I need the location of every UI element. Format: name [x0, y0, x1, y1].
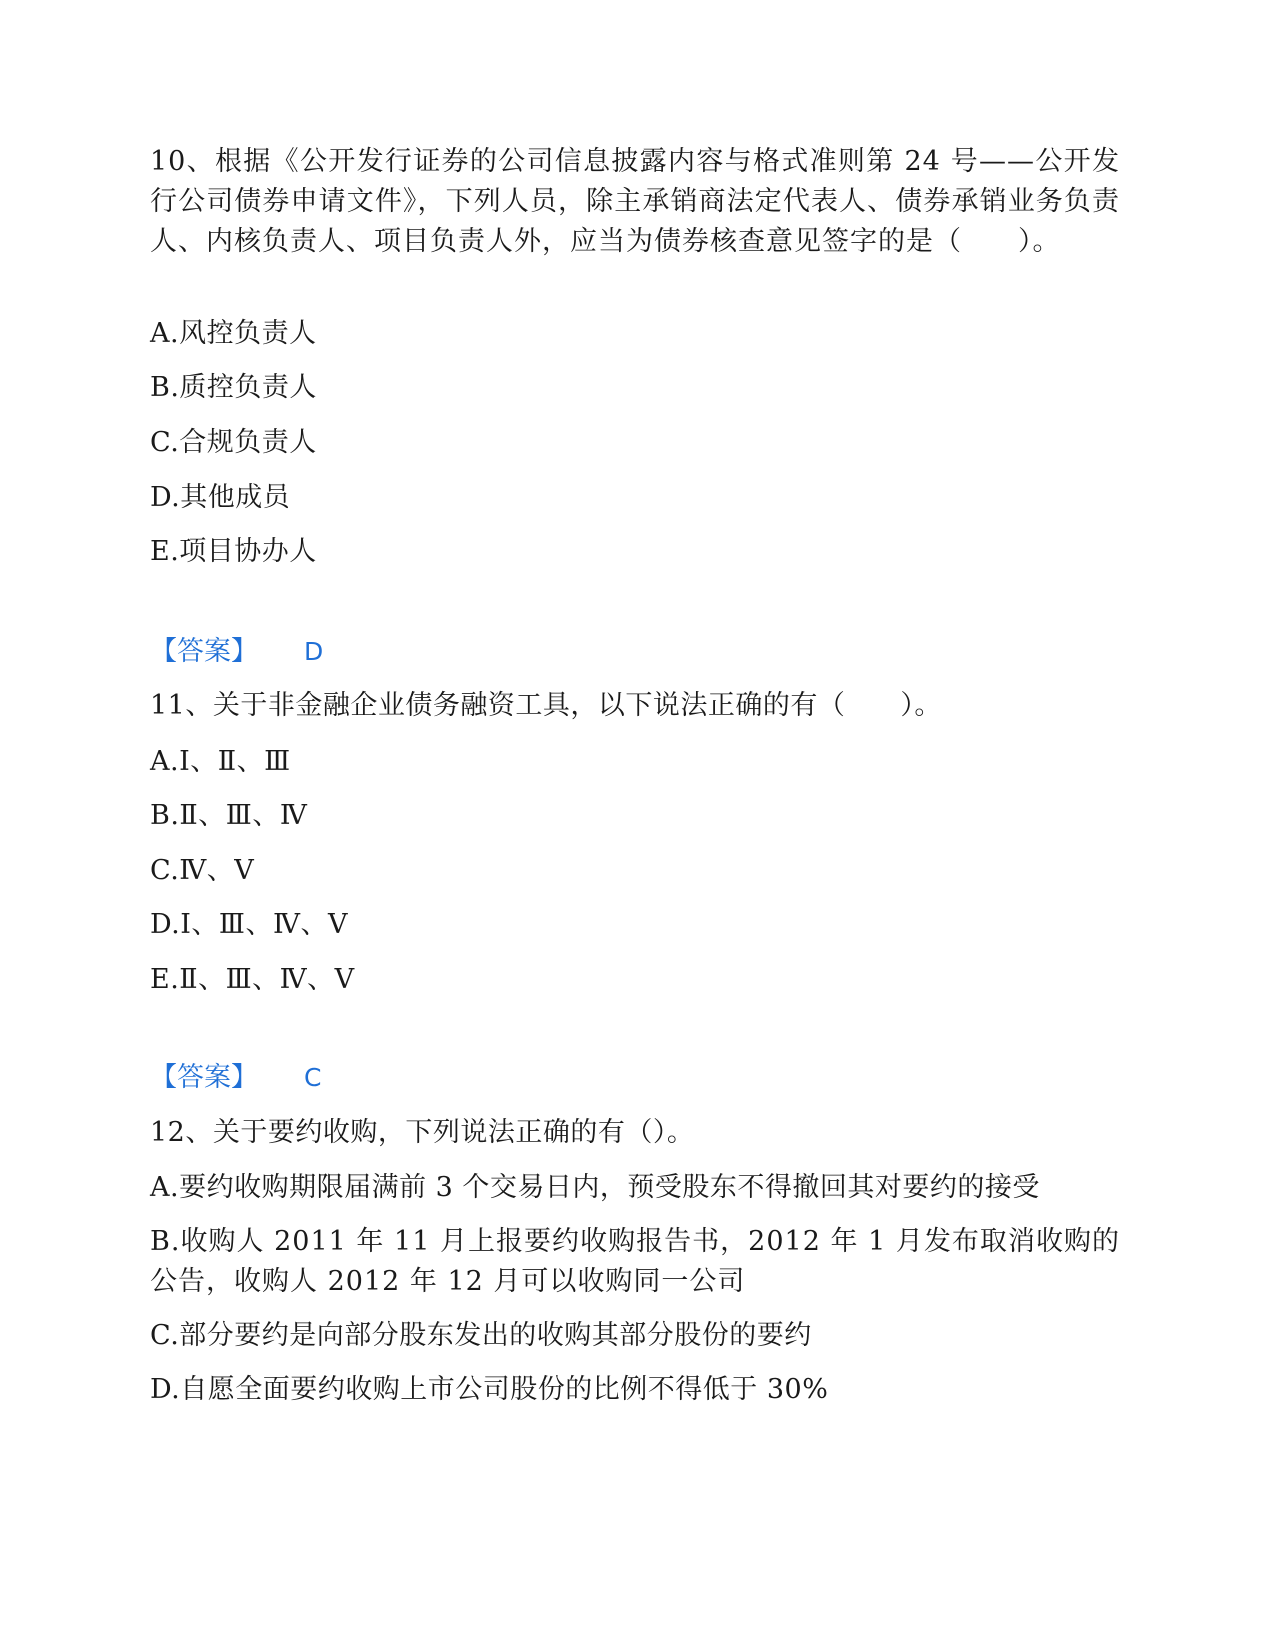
answer-label: 【答案】 — [150, 1062, 258, 1093]
question-12-stem: 12、关于要约收购，下列说法正确的有（）。 — [150, 1117, 695, 1148]
question-11-option-b: B.Ⅱ、Ⅲ、Ⅳ — [150, 800, 308, 831]
question-11-option-e: E.Ⅱ、Ⅲ、Ⅳ、Ⅴ — [150, 964, 355, 995]
answer-value: D — [304, 637, 324, 666]
question-12-option-d: D.自愿全面要约收购上市公司股份的比例不得低于 30% — [150, 1374, 829, 1405]
question-10-option-d: D.其他成员 — [150, 482, 291, 513]
question-11-answer — [150, 1059, 321, 1096]
question-10-option-c: C.合规负责人 — [150, 427, 317, 458]
question-12-option-c: C.部分要约是向部分股东发出的收购其部分股份的要约 — [150, 1320, 812, 1351]
answer-label: 【答案】 — [150, 636, 258, 667]
question-12-option-b: B.收购人 2011 年 11 月上报要约收购报告书，2012 年 1 月发布取消收购的公告，收购人 2012 年 12 月可以收购同一公司 — [150, 1226, 1120, 1297]
question-11-option-d: D.Ⅰ、Ⅲ、Ⅳ、Ⅴ — [150, 909, 348, 940]
question-10-option-e: E.项目协办人 — [150, 536, 317, 567]
question-10-option-b: B.质控负责人 — [150, 372, 317, 403]
question-11-stem: 11、关于非金融企业债务融资工具，以下说法正确的有（ ）。 — [150, 690, 942, 721]
question-10-stem: 10、根据《公开发行证券的公司信息披露内容与格式准则第 24 号——公开发行公司债券申请文件》，下列人员，除主承销商法定代表人、债券承销业务负责人、内核负责人、项目负责人外，应当为债券核查意见签字的是（ ）。 — [150, 146, 1120, 257]
question-12-option-a: A.要约收购期限届满前 3 个交易日内，预受股东不得撤回其对要约的接受 — [150, 1172, 1040, 1203]
answer-value: C — [304, 1063, 322, 1092]
question-10-answer — [150, 633, 323, 670]
question-11-option-c: C.Ⅳ、Ⅴ — [150, 855, 255, 886]
question-11-option-a: A.Ⅰ、Ⅱ、Ⅲ — [150, 746, 291, 777]
question-10-option-a: A.风控负责人 — [150, 318, 317, 349]
